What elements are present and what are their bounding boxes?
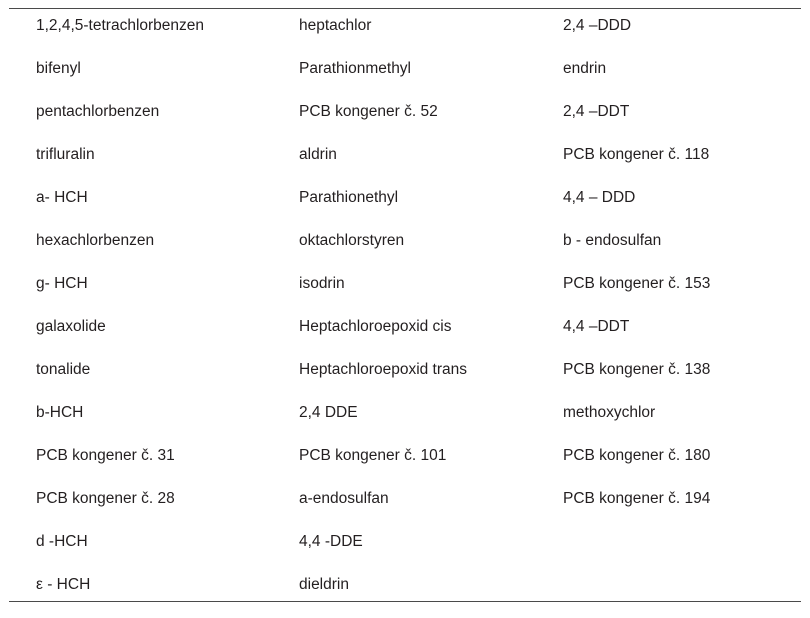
table-cell: PCB kongener č. 180: [563, 446, 711, 464]
table-cell: 4,4 – DDD: [563, 188, 636, 206]
table-cell: d -HCH: [36, 532, 88, 550]
compound-table: [9, 8, 801, 602]
table-cell: aldrin: [299, 145, 337, 163]
table-row: [9, 434, 801, 477]
table-row: [9, 176, 801, 219]
table-cell: oktachlorstyren: [299, 231, 405, 249]
table-row: [9, 133, 801, 176]
table-row: [9, 47, 801, 90]
table-cell: a-endosulfan: [299, 489, 389, 507]
table-cell: 4,4 -DDE: [299, 532, 363, 550]
table-cell: g- HCH: [36, 274, 88, 292]
table-cell: ε - HCH: [36, 575, 91, 593]
table-row: [9, 477, 801, 520]
table-cell: Heptachloroepoxid cis: [299, 317, 452, 335]
table-cell: [563, 520, 801, 563]
table-cell: tonalide: [36, 360, 91, 378]
table-cell: galaxolide: [36, 317, 106, 335]
table-cell: PCB kongener č. 31: [36, 446, 175, 464]
table-cell: b - endosulfan: [563, 231, 662, 249]
table-cell: trifluralin: [36, 145, 95, 163]
table-cell: Parathionmethyl: [299, 59, 412, 77]
table-cell: PCB kongener č. 101: [299, 446, 447, 464]
compound-table-grid: [9, 4, 801, 606]
table-cell: PCB kongener č. 153: [563, 274, 711, 292]
table-cell: endrin: [563, 59, 607, 77]
table-cell: PCB kongener č. 138: [563, 360, 711, 378]
table-row: [9, 305, 801, 348]
table-cell: isodrin: [299, 274, 345, 292]
table-cell: 2,4 –DDT: [563, 102, 630, 120]
table-row: [9, 520, 801, 563]
table-cell: 1,2,4,5-tetrachlorbenzen: [36, 16, 205, 34]
table-cell: pentachlorbenzen: [36, 102, 160, 120]
table-bottom-rule: [9, 601, 801, 602]
table-cell: Parathionethyl: [299, 188, 399, 206]
table-row: [9, 563, 801, 606]
table-cell: 2,4 DDE: [299, 403, 358, 421]
table-cell: b-HCH: [36, 403, 84, 421]
table-cell: 4,4 –DDT: [563, 317, 630, 335]
table-cell: PCB kongener č. 118: [563, 145, 710, 163]
table-cell: methoxychlor: [563, 403, 656, 421]
table-cell: heptachlor: [299, 16, 372, 34]
table-row: [9, 262, 801, 305]
table-cell: PCB kongener č. 194: [563, 489, 711, 507]
table-row: [9, 90, 801, 133]
table-cell: PCB kongener č. 28: [36, 489, 175, 507]
table-cell: dieldrin: [299, 575, 349, 593]
table-cell: bifenyl: [36, 59, 81, 77]
table-cell: a- HCH: [36, 188, 88, 206]
table-row: [9, 348, 801, 391]
table-row: [9, 219, 801, 262]
table-row: [9, 4, 801, 47]
table-row: [9, 391, 801, 434]
table-cell: Heptachloroepoxid trans: [299, 360, 468, 378]
table-cell: 2,4 –DDD: [563, 16, 632, 34]
table-cell: hexachlorbenzen: [36, 231, 155, 249]
table-cell: PCB kongener č. 52: [299, 102, 438, 120]
table-cell: [563, 563, 801, 606]
